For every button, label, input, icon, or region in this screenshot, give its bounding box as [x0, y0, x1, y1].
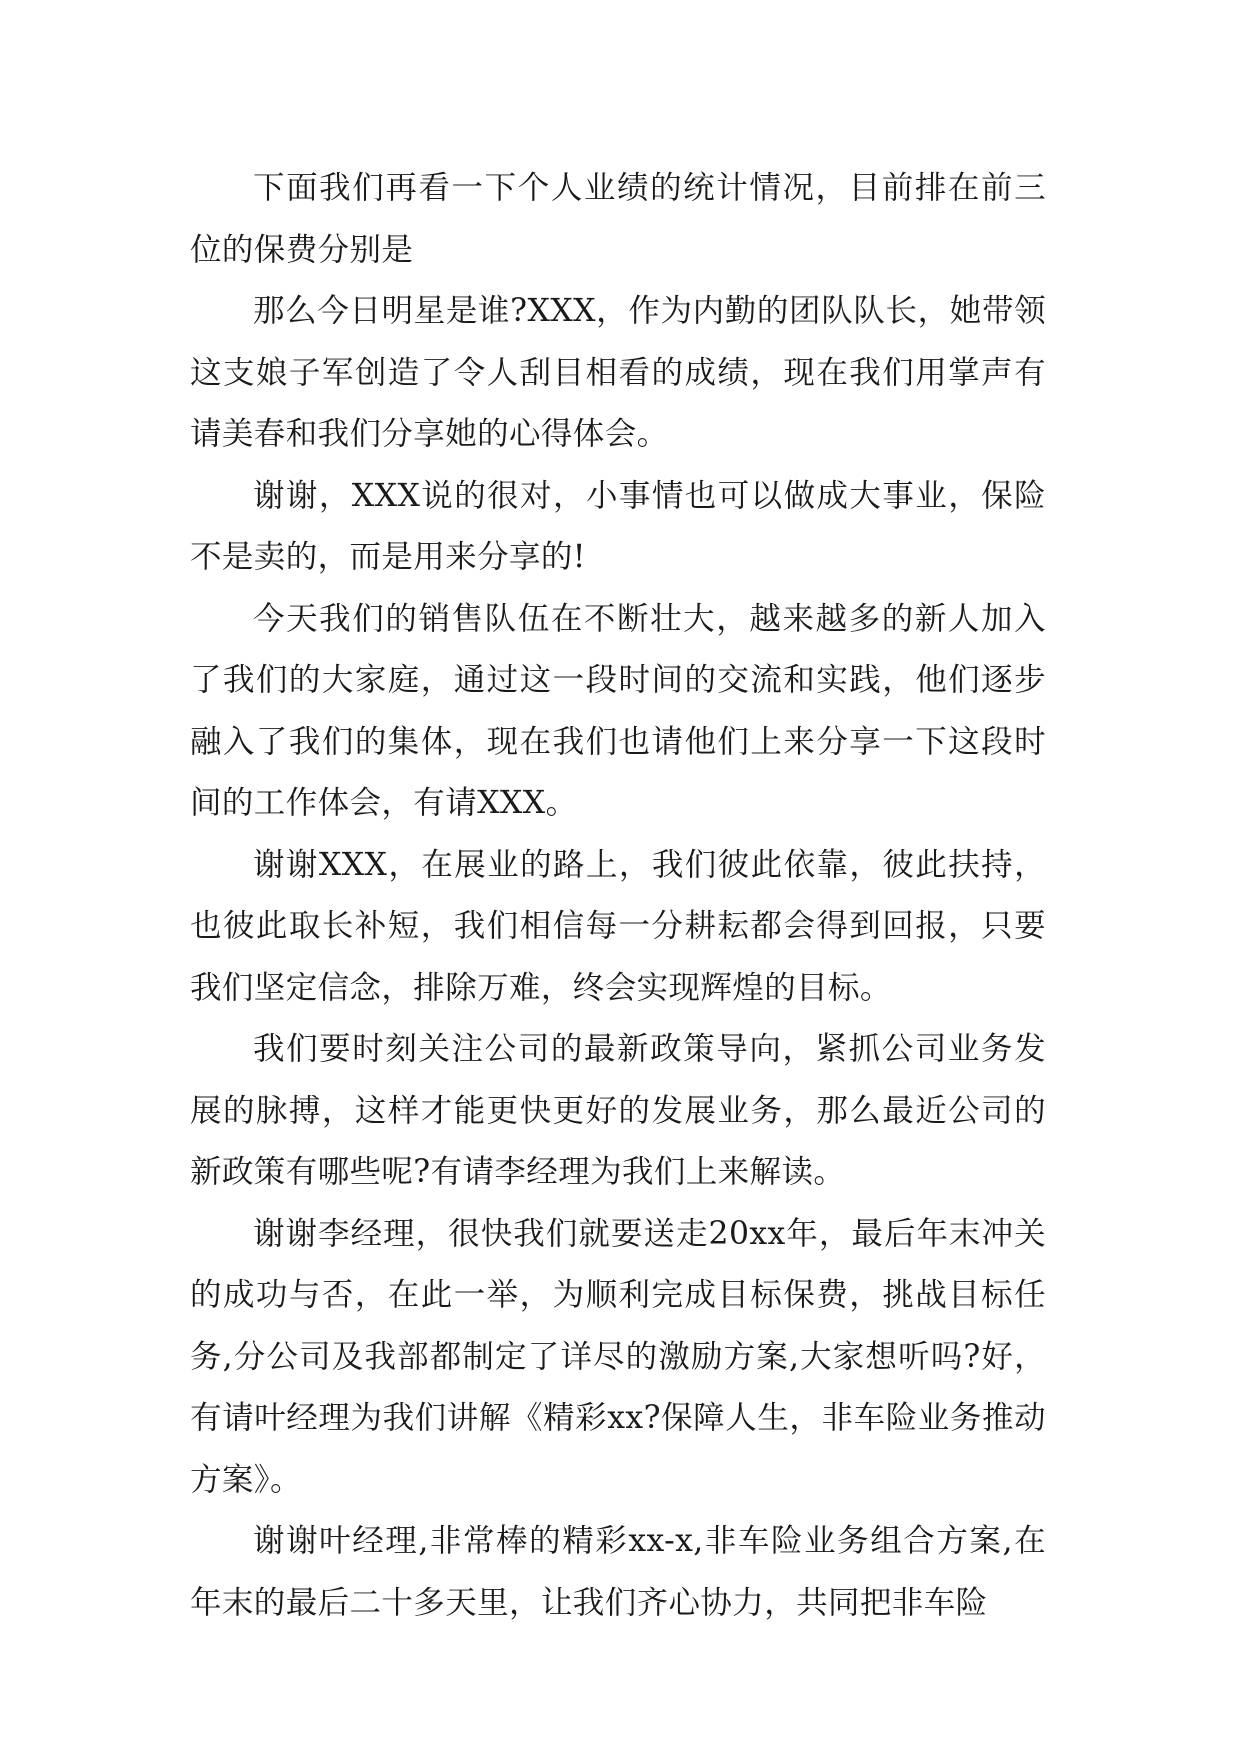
paragraph-7: 谢谢李经理，很快我们就要送走20xx年，最后年末冲关的成功与否，在此一举，为顺利完成目标保费，挑战目标任务,分公司及我部都制定了详尽的激励方案,大家想听吗?好，有请叶经理为我们讲解《精彩xx?保障人生，非车险业务推动方案》。 — [190, 1215, 1046, 1498]
paragraph-4: 今天我们的销售队伍在不断壮大，越来越多的新人加入了我们的大家庭，通过这一段时间的交流和实践，他们逐步融入了我们的集体，现在我们也请他们上来分享一下这段时间的工作体会，有请XXX。 — [190, 600, 1046, 821]
paragraph-2: 那么今日明星是谁?XXX，作为内勤的团队队长，她带领这支娘子军创造了令人刮目相看的成绩，现在我们用掌声有请美春和我们分享她的心得体会。 — [190, 293, 1046, 452]
paragraph-1: 下面我们再看一下个人业绩的统计情况，目前排在前三位的保费分别是 — [190, 170, 1046, 268]
paragraph-8: 谢谢叶经理,非常棒的精彩xx-x,非车险业务组合方案,在年末的最后二十多天里，让我们齐心协力，共同把非车险 — [190, 1523, 1046, 1621]
paragraph-3: 谢谢，XXX说的很对，小事情也可以做成大事业，保险不是卖的，而是用来分享的! — [190, 477, 1046, 575]
paragraph-6: 我们要时刻关注公司的最新政策导向，紧抓公司业务发展的脉搏，这样才能更快更好的发展业务，那么最近公司的新政策有哪些呢?有请李经理为我们上来解读。 — [190, 1031, 1046, 1190]
paragraph-5: 谢谢XXX，在展业的路上，我们彼此依靠，彼此扶持，也彼此取长补短，我们相信每一分耕耘都会得到回报，只要我们坚定信念，排除万难，终会实现辉煌的目标。 — [190, 846, 1046, 1006]
document-body — [190, 158, 1046, 1634]
